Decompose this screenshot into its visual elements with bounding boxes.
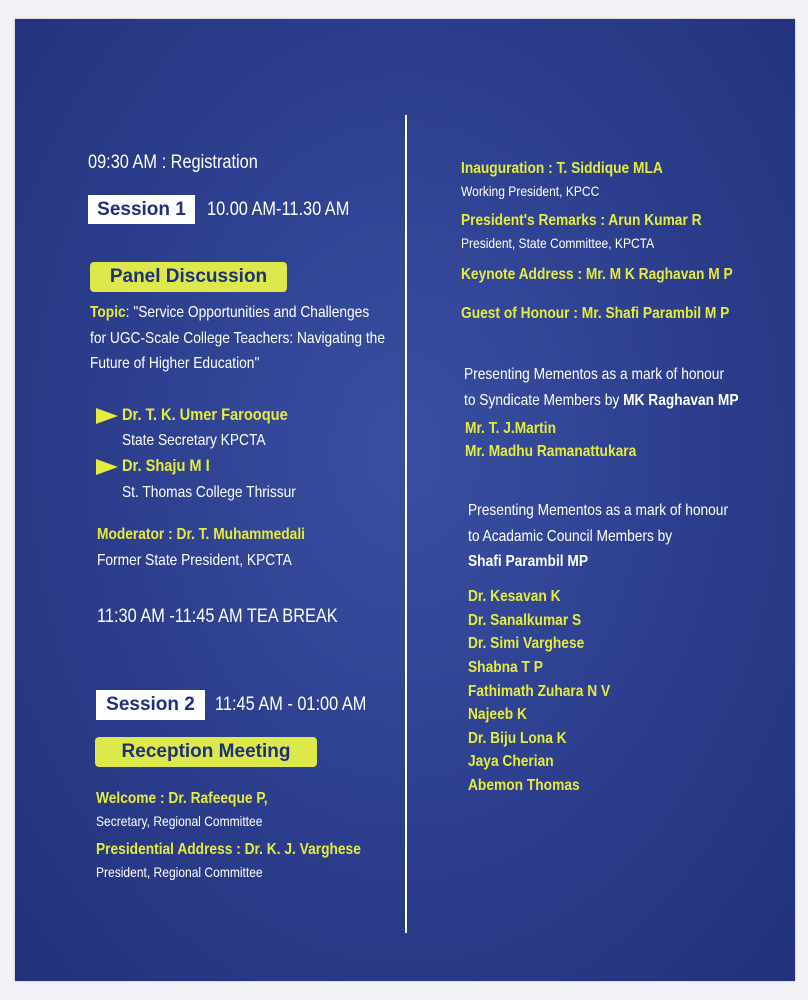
inauguration-role: Working President, KPCC (461, 183, 600, 199)
mementos2-line1: Presenting Mementos as a mark of honour (468, 502, 729, 519)
syndicate-member: Mr. Madhu Ramanattukara (465, 443, 637, 460)
mementos1-line1: Presenting Mementos as a mark of honour (464, 366, 725, 383)
tea-break: 11:30 AM -11:45 AM TEA BREAK (97, 606, 338, 627)
session2-badge: Session 2 (96, 690, 205, 720)
speaker2-name: Dr. Shaju M I (122, 456, 210, 475)
mementos1-by: MK Raghavan MP (623, 392, 739, 409)
mementos1-text: to Syndicate Members by (464, 392, 620, 409)
council-member: Dr. Biju Lona K (468, 730, 567, 747)
presidential-line: Presidential Address : Dr. K. J. Varghese (96, 841, 361, 858)
topic-label: Topic (90, 304, 126, 321)
keynote-line: Keynote Address : Mr. M K Raghavan M P (461, 266, 733, 283)
remarks-line: President's Remarks : Arun Kumar R (461, 212, 702, 229)
speaker1-name: Dr. T. K. Umer Farooque (122, 405, 288, 424)
council-member: Fathimath Zuhara N V (468, 683, 611, 700)
council-member: Dr. Sanalkumar S (468, 612, 582, 629)
welcome-line: Welcome : Dr. Rafeeque P, (96, 790, 268, 807)
mementos1-line2 (464, 392, 739, 410)
council-member: Shabna T P (468, 659, 543, 676)
council-member: Jaya Cherian (468, 753, 554, 770)
guest-line: Guest of Honour : Mr. Shafi Parambil M P (461, 305, 730, 322)
inauguration-line: Inauguration : T. Siddique MLA (461, 160, 663, 177)
mementos2-by: Shafi Parambil MP (468, 553, 589, 570)
arrow-icon (96, 459, 118, 475)
presidential-role: President, Regional Committee (96, 864, 263, 880)
welcome-role: Secretary, Regional Committee (96, 813, 263, 829)
registration-line: 09:30 AM : Registration (88, 152, 258, 173)
mementos2-line2: to Acadamic Council Members by (468, 528, 673, 545)
moderator-role: Former State President, KPCTA (97, 552, 292, 569)
session1-badge: Session 1 (88, 195, 195, 224)
topic-text-1: : "Service Opportunities and Challenges (125, 304, 370, 321)
topic-line-3: Future of Higher Education" (90, 355, 260, 372)
speaker2-role: St. Thomas College Thrissur (122, 484, 296, 501)
council-member: Najeeb K (468, 706, 527, 723)
column-divider (405, 115, 407, 933)
moderator-line: Moderator : Dr. T. Muhammedali (97, 526, 305, 543)
session2-time: 11:45 AM - 01:00 AM (215, 694, 367, 715)
topic-line-1 (90, 304, 369, 322)
speaker1-role: State Secretary KPCTA (122, 432, 266, 449)
session1-time: 10.00 AM-11.30 AM (207, 199, 350, 220)
council-member: Dr. Simi Varghese (468, 635, 585, 652)
topic-line-2: for UGC-Scale College Teachers: Navigating the (90, 330, 385, 347)
council-member: Dr. Kesavan K (468, 588, 561, 605)
reception-meeting-badge: Reception Meeting (95, 737, 317, 767)
remarks-role: President, State Committee, KPCTA (461, 235, 655, 251)
council-member: Abemon Thomas (468, 777, 580, 794)
arrow-icon (96, 408, 118, 424)
panel-discussion-badge: Panel Discussion (90, 262, 287, 292)
syndicate-member: Mr. T. J.Martin (465, 420, 556, 437)
